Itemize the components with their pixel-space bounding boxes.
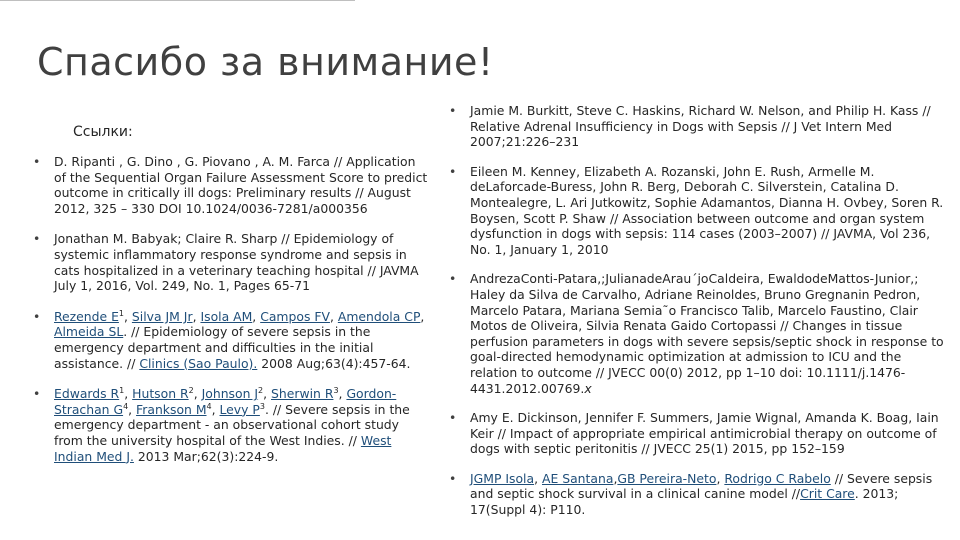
author-link[interactable]: Johnson J	[201, 386, 259, 402]
author-link[interactable]: Hutson R	[132, 386, 189, 402]
separator: ,	[211, 401, 220, 417]
reference-item	[33, 154, 428, 216]
reference-text: Eileen M. Kenney, Elizabeth A. Rozanski, John E. Rush, Armelle M. deLaforcade-Buress, John R. Berg, Deborah C. Silverstein, Catalina D. Montealegre, L. Ari Jutkowitz, Sophie Adamantos, Dianna H. Ovbey, Soren R. Boysen, Scott P. Shaw // Association between outcome and organ system dysfunction in dogs with sepsis: 114 cases (2003–2007) // JAVMA, Vol 236, No. 1, January 1, 2010	[470, 163, 944, 257]
reference-text: . // Epidemiology of severe sepsis in the emergency department and difficulties in the initial assistance. //	[54, 324, 374, 371]
reference-text-italic: x	[584, 380, 592, 396]
reference-text: Amy E. Dickinson, Jennifer F. Summers, Jamie Wignal, Amanda K. Boag, Iain Keir // Impact of appropriate empirical antimicrobial therapy on outcome of dogs with septic peritonitis // JVECC 25(1) 2015, pp 152–159	[470, 410, 939, 457]
author-link[interactable]: AE Santana	[541, 470, 614, 486]
affiliation-sup: 3	[259, 401, 265, 411]
author-link[interactable]: Isola AM	[200, 308, 253, 324]
reference-text: . // Severe sepsis in the emergency department - an observational cohort study from the university hospital of the West Indies. //	[54, 401, 410, 448]
separator: ,	[263, 386, 272, 402]
journal-link[interactable]: Clinics (Sao Paulo).	[139, 355, 258, 371]
reference-text: AndrezaConti-Patara,;JulianadeArau´joCaldeira, EwaldodeMattos-Junior,; Haley da Silva de Carvalho, Adriane Reinoldes, Bruno Gregnanin Pedron, Marcelo Patara, Mariana Semia˜o Francisco Talib, Marcelo Faustino, Clair Motos de Oliveira, Silvia Renata Gaido Cortopassi // Changes in tissue perfusion parameters in dogs with severe sepsis/septic shock in response to goal-directed hemodynamic optimization at admission to ICU and the relation to outcome // JVECC 00(0) 2012, pp 1–10 doi: 10.1111/j.1476-4431.2012.00769.	[470, 271, 944, 396]
separator: ,	[193, 386, 202, 402]
journal-link[interactable]: West Indian Med J.	[54, 432, 392, 464]
reference-text: // Severe sepsis and septic shock survival in a clinical canine model //	[470, 470, 933, 502]
separator: ,	[534, 470, 542, 486]
separator: ,	[716, 470, 725, 486]
separator: ,	[124, 386, 133, 402]
author-link[interactable]: Almeida SL	[54, 324, 124, 340]
reference-text: Jonathan M. Babyak; Claire R. Sharp // Epidemiology of systemic inflammatory response syndrome and sepsis in cats hospitalized in a veterinary teaching hospital // JAVMA July 1, 2016, Vol. 249, No. 1, Pages 65-71	[54, 231, 419, 294]
affiliation-sup: 2	[258, 386, 264, 395]
reference-item	[33, 386, 428, 464]
affiliation-sup: 1	[118, 308, 125, 318]
author-link[interactable]: Silva JM Jr	[131, 308, 193, 324]
separator: ,	[338, 386, 347, 402]
author-link[interactable]: Gordon-Strachan G	[54, 386, 397, 417]
reference-item	[33, 231, 428, 293]
separator: ,	[128, 401, 137, 417]
reference-item	[449, 471, 949, 518]
separator: ,	[329, 308, 338, 324]
reference-item	[449, 164, 949, 258]
references-left-column	[33, 154, 428, 479]
references-right-column	[449, 103, 949, 532]
author-link[interactable]: Rodrigo C Rabelo	[724, 470, 831, 486]
references-heading: Ссылки:	[73, 124, 133, 140]
author-link[interactable]: JGMP Isola	[470, 470, 535, 486]
author-link[interactable]: Amendola CP	[337, 308, 421, 324]
reference-text: D. Ripanti , G. Dino , G. Piovano , A. M. Farca // Application of the Sequential Organ Failure Assessment Score to predict outcome in critically ill dogs: Preliminary results // August 2012, 325 – 330 DOI 10.1024/0036-7281/a000356	[54, 154, 428, 216]
reference-text: . 2013; 17(Suppl 4): P110.	[470, 486, 899, 518]
author-link[interactable]: Campos FV	[260, 308, 330, 324]
journal-link[interactable]: Crit Care	[800, 486, 855, 502]
affiliation-sup: 4	[123, 401, 129, 411]
affiliation-sup: 3	[333, 386, 339, 395]
affiliation-sup: 2	[188, 386, 194, 395]
reference-item	[449, 103, 949, 150]
slide-title: Спасибо за внимание!	[37, 40, 494, 84]
reference-text: 2008 Aug;63(4):457-64.	[257, 355, 411, 371]
author-link[interactable]: Rezende E	[54, 308, 119, 324]
reference-item	[449, 410, 949, 457]
separator: ,	[252, 308, 261, 324]
top-divider	[0, 0, 355, 1]
reference-text: 2013 Mar;62(3):224-9.	[133, 448, 279, 464]
reference-item	[449, 271, 949, 396]
separator: ,	[192, 308, 201, 324]
author-link[interactable]: Levy P	[219, 401, 260, 417]
separator: ,	[420, 308, 425, 324]
separator: ,	[613, 470, 618, 486]
author-link[interactable]: Frankson M	[136, 401, 207, 417]
author-link[interactable]: Edwards R	[54, 386, 120, 402]
author-link[interactable]: GB Pereira-Neto	[617, 470, 717, 486]
reference-text: Jamie M. Burkitt, Steve C. Haskins, Richard W. Nelson, and Philip H. Kass // Relative Adrenal Insufficiency in Dogs with Sepsis // J Vet Intern Med 2007;21:226–231	[470, 103, 931, 150]
reference-item	[33, 309, 428, 371]
affiliation-sup: 4	[206, 401, 212, 411]
separator: ,	[124, 308, 132, 324]
author-link[interactable]: Sherwin R	[271, 386, 334, 402]
affiliation-sup: 1	[119, 386, 125, 395]
